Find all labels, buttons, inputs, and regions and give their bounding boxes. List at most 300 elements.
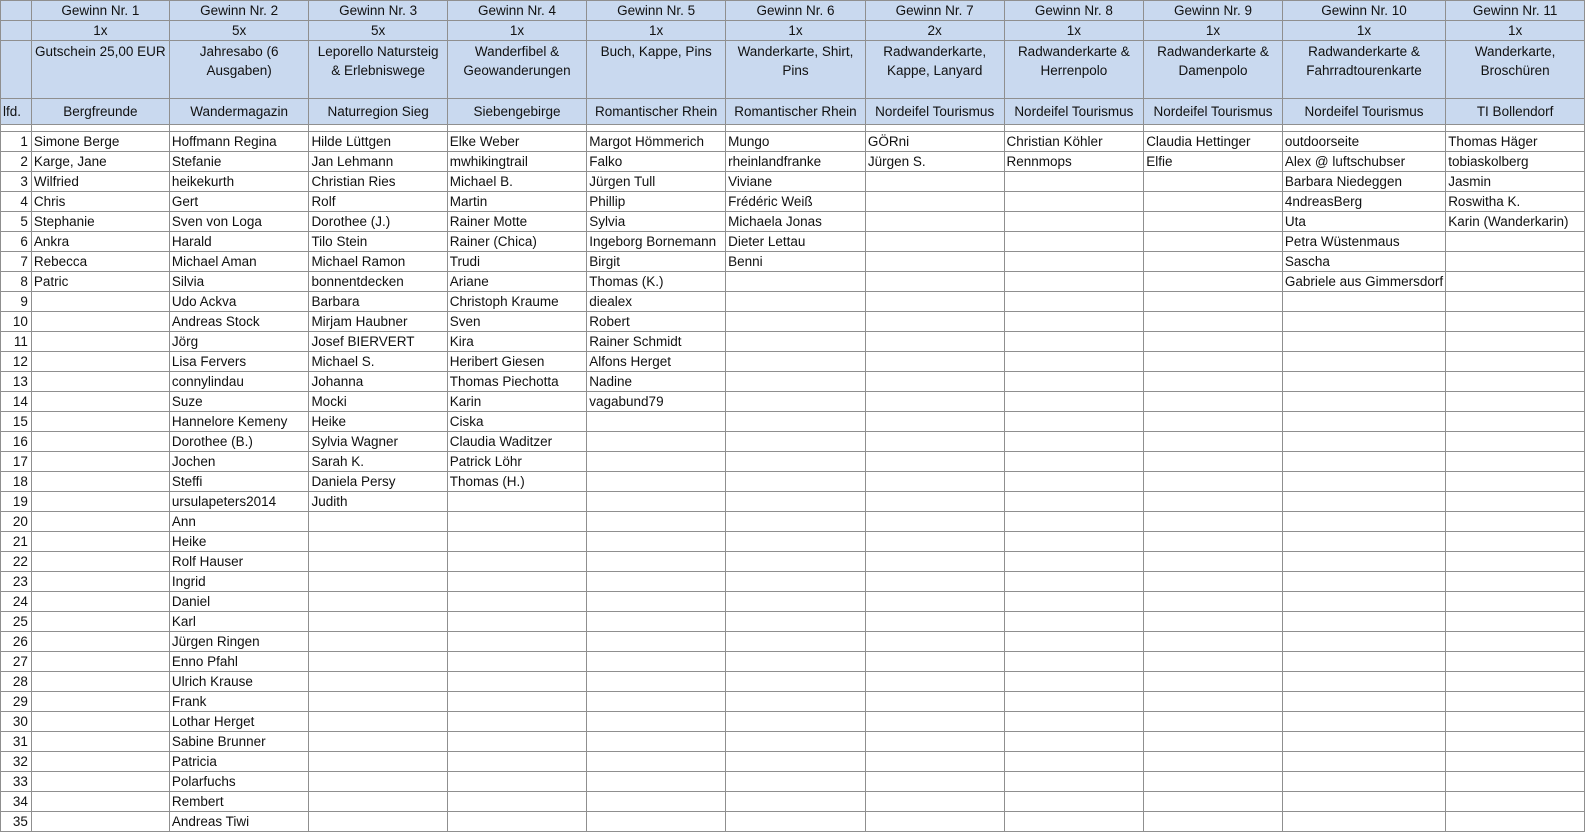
row-number-cell[interactable]: 13 [1, 372, 32, 392]
winner-name-cell[interactable]: Viviane [726, 172, 866, 192]
winner-name-cell[interactable]: Sylvia [587, 212, 726, 232]
winner-name-cell[interactable] [1144, 692, 1283, 712]
winner-name-cell[interactable] [865, 232, 1004, 252]
winner-name-cell[interactable] [1446, 592, 1585, 612]
winner-name-cell[interactable]: Heike [169, 532, 309, 552]
row-number-cell[interactable]: 4 [1, 192, 32, 212]
winner-name-cell[interactable] [447, 572, 586, 592]
winner-name-cell[interactable] [1282, 372, 1445, 392]
row-number-cell[interactable]: 12 [1, 352, 32, 372]
winner-name-cell[interactable] [587, 452, 726, 472]
winner-name-cell[interactable] [726, 492, 866, 512]
winner-name-cell[interactable]: Thomas (K.) [587, 272, 726, 292]
winner-name-cell[interactable] [1282, 312, 1445, 332]
winner-name-cell[interactable] [1004, 692, 1144, 712]
winner-name-cell[interactable] [726, 612, 866, 632]
winner-name-cell[interactable]: Thomas (H.) [447, 472, 586, 492]
winner-name-cell[interactable] [726, 532, 866, 552]
index-column-cell[interactable] [1, 1, 32, 21]
prize-description-cell[interactable]: Buch, Kappe, Pins [587, 41, 726, 99]
row-number-cell[interactable]: 8 [1, 272, 32, 292]
winner-name-cell[interactable]: Claudia Waditzer [447, 432, 586, 452]
winner-name-cell[interactable]: Simone Berge [31, 132, 169, 152]
winner-name-cell[interactable] [726, 552, 866, 572]
winner-name-cell[interactable]: Karin [447, 392, 586, 412]
winner-name-cell[interactable] [726, 512, 866, 532]
winner-name-cell[interactable] [1446, 392, 1585, 412]
winner-name-cell[interactable] [1144, 792, 1283, 812]
winner-name-cell[interactable]: Ciska [447, 412, 586, 432]
winner-name-cell[interactable]: Daniel [169, 592, 309, 612]
winner-name-cell[interactable] [1004, 512, 1144, 532]
winner-name-cell[interactable] [1004, 372, 1144, 392]
winner-name-cell[interactable] [1282, 452, 1445, 472]
winner-name-cell[interactable]: diealex [587, 292, 726, 312]
winner-name-cell[interactable] [587, 712, 726, 732]
winner-name-cell[interactable]: Thomas Piechotta [447, 372, 586, 392]
index-column-cell[interactable] [1, 21, 32, 41]
winner-name-cell[interactable]: Uta [1282, 212, 1445, 232]
prize-title-cell[interactable]: Gewinn Nr. 7 [865, 1, 1004, 21]
row-number-cell[interactable]: 9 [1, 292, 32, 312]
winner-name-cell[interactable] [31, 672, 169, 692]
winner-name-cell[interactable] [447, 592, 586, 612]
winner-name-cell[interactable] [865, 472, 1004, 492]
prize-count-cell[interactable]: 1x [447, 21, 586, 41]
winner-name-cell[interactable] [865, 612, 1004, 632]
winner-name-cell[interactable] [1004, 392, 1144, 412]
winner-name-cell[interactable] [1144, 212, 1283, 232]
winner-name-cell[interactable] [1446, 692, 1585, 712]
winner-name-cell[interactable] [726, 452, 866, 472]
winner-name-cell[interactable] [1282, 732, 1445, 752]
prize-description-cell[interactable]: Gutschein 25,00 EUR [31, 41, 169, 99]
row-number-cell[interactable]: 6 [1, 232, 32, 252]
winner-name-cell[interactable] [1004, 552, 1144, 572]
winner-name-cell[interactable]: Udo Ackva [169, 292, 309, 312]
winner-name-cell[interactable] [865, 172, 1004, 192]
winner-name-cell[interactable] [865, 332, 1004, 352]
winner-name-cell[interactable] [726, 632, 866, 652]
winner-name-cell[interactable]: Tilo Stein [309, 232, 447, 252]
winner-name-cell[interactable]: Stefanie [169, 152, 309, 172]
winner-name-cell[interactable] [1004, 412, 1144, 432]
winner-name-cell[interactable] [726, 652, 866, 672]
winner-name-cell[interactable] [726, 312, 866, 332]
winner-name-cell[interactable]: Patric [31, 272, 169, 292]
winner-name-cell[interactable]: Ingrid [169, 572, 309, 592]
winner-name-cell[interactable] [1282, 652, 1445, 672]
prize-title-cell[interactable]: Gewinn Nr. 2 [169, 1, 309, 21]
prize-title-cell[interactable]: Gewinn Nr. 8 [1004, 1, 1144, 21]
winner-name-cell[interactable]: Sabine Brunner [169, 732, 309, 752]
winner-name-cell[interactable] [865, 592, 1004, 612]
winner-name-cell[interactable] [1004, 572, 1144, 592]
winner-name-cell[interactable] [31, 772, 169, 792]
winner-name-cell[interactable]: Jan Lehmann [309, 152, 447, 172]
winner-name-cell[interactable] [865, 652, 1004, 672]
winner-name-cell[interactable] [726, 572, 866, 592]
winner-name-cell[interactable] [31, 352, 169, 372]
row-number-cell[interactable]: 25 [1, 612, 32, 632]
winner-name-cell[interactable] [1144, 572, 1283, 592]
winner-name-cell[interactable]: Chris [31, 192, 169, 212]
winner-name-cell[interactable] [865, 632, 1004, 652]
winner-name-cell[interactable] [726, 332, 866, 352]
winner-name-cell[interactable] [865, 672, 1004, 692]
winner-name-cell[interactable] [309, 812, 447, 832]
winner-name-cell[interactable] [447, 552, 586, 572]
winner-name-cell[interactable] [31, 372, 169, 392]
winner-name-cell[interactable]: Phillip [587, 192, 726, 212]
winner-name-cell[interactable] [31, 692, 169, 712]
winner-name-cell[interactable] [1282, 332, 1445, 352]
winner-name-cell[interactable] [1446, 452, 1585, 472]
prize-description-cell[interactable]: Wanderkarte, Broschüren [1446, 41, 1585, 99]
winner-name-cell[interactable] [726, 432, 866, 452]
winner-name-cell[interactable] [31, 452, 169, 472]
row-number-cell[interactable]: 14 [1, 392, 32, 412]
prize-description-cell[interactable]: Jahresabo (6 Ausgaben) [169, 41, 309, 99]
winner-name-cell[interactable] [1144, 652, 1283, 672]
prize-count-cell[interactable]: 1x [726, 21, 866, 41]
prize-count-cell[interactable]: 5x [169, 21, 309, 41]
winner-name-cell[interactable]: Rainer Schmidt [587, 332, 726, 352]
winner-name-cell[interactable] [1282, 412, 1445, 432]
winner-name-cell[interactable]: Mirjam Haubner [309, 312, 447, 332]
winner-name-cell[interactable]: Jürgen Tull [587, 172, 726, 192]
winner-name-cell[interactable]: Jürgen Ringen [169, 632, 309, 652]
winner-name-cell[interactable] [1144, 332, 1283, 352]
winner-name-cell[interactable] [865, 712, 1004, 732]
prize-title-cell[interactable]: Gewinn Nr. 6 [726, 1, 866, 21]
winner-name-cell[interactable]: Falko [587, 152, 726, 172]
prize-description-cell[interactable]: Radwanderkarte & Fahrradtourenkarte [1282, 41, 1445, 99]
prize-title-cell[interactable]: Gewinn Nr. 4 [447, 1, 586, 21]
winner-name-cell[interactable] [447, 632, 586, 652]
winner-name-cell[interactable]: Mungo [726, 132, 866, 152]
winner-name-cell[interactable] [447, 492, 586, 512]
row-number-cell[interactable]: 31 [1, 732, 32, 752]
prize-sponsor-cell[interactable]: Nordeifel Tourismus [1004, 99, 1144, 125]
winner-name-cell[interactable] [1004, 712, 1144, 732]
winner-name-cell[interactable] [31, 552, 169, 572]
winner-name-cell[interactable] [726, 772, 866, 792]
winner-name-cell[interactable] [309, 672, 447, 692]
winner-name-cell[interactable] [309, 552, 447, 572]
winner-name-cell[interactable] [1282, 572, 1445, 592]
winner-name-cell[interactable] [31, 512, 169, 532]
winner-name-cell[interactable] [1282, 392, 1445, 412]
winner-name-cell[interactable]: Sven [447, 312, 586, 332]
winner-name-cell[interactable] [1004, 172, 1144, 192]
winner-name-cell[interactable] [309, 592, 447, 612]
winner-name-cell[interactable] [309, 692, 447, 712]
winner-name-cell[interactable] [447, 752, 586, 772]
prize-count-cell[interactable]: 1x [1282, 21, 1445, 41]
winner-name-cell[interactable] [31, 732, 169, 752]
winner-name-cell[interactable] [1446, 252, 1585, 272]
winner-name-cell[interactable] [31, 412, 169, 432]
winner-name-cell[interactable] [1144, 512, 1283, 532]
winner-name-cell[interactable] [1144, 752, 1283, 772]
row-number-cell[interactable]: 21 [1, 532, 32, 552]
winner-name-cell[interactable] [865, 252, 1004, 272]
winner-name-cell[interactable]: Hannelore Kemeny [169, 412, 309, 432]
row-number-cell[interactable]: 2 [1, 152, 32, 172]
winner-name-cell[interactable] [1282, 352, 1445, 372]
winner-name-cell[interactable] [865, 812, 1004, 832]
winner-name-cell[interactable] [1446, 372, 1585, 392]
winner-name-cell[interactable] [1282, 552, 1445, 572]
winner-name-cell[interactable]: vagabund79 [587, 392, 726, 412]
winner-name-cell[interactable] [1004, 492, 1144, 512]
winner-name-cell[interactable] [1144, 612, 1283, 632]
winner-name-cell[interactable]: Patricia [169, 752, 309, 772]
winner-name-cell[interactable]: Roswitha K. [1446, 192, 1585, 212]
winner-name-cell[interactable] [1282, 512, 1445, 532]
winner-name-cell[interactable] [587, 732, 726, 752]
winner-name-cell[interactable] [309, 612, 447, 632]
prize-description-cell[interactable]: Wanderkarte, Shirt, Pins [726, 41, 866, 99]
winner-name-cell[interactable] [1446, 792, 1585, 812]
winner-name-cell[interactable]: heikekurth [169, 172, 309, 192]
winner-name-cell[interactable] [1004, 792, 1144, 812]
winner-name-cell[interactable]: Michaela Jonas [726, 212, 866, 232]
winner-name-cell[interactable]: Kira [447, 332, 586, 352]
winner-name-cell[interactable] [31, 532, 169, 552]
winner-name-cell[interactable]: Josef BIERVERT [309, 332, 447, 352]
winner-name-cell[interactable] [1282, 592, 1445, 612]
winner-name-cell[interactable]: Dorothee (B.) [169, 432, 309, 452]
row-number-cell[interactable]: 18 [1, 472, 32, 492]
winner-name-cell[interactable] [865, 352, 1004, 372]
winner-name-cell[interactable]: Patrick Löhr [447, 452, 586, 472]
prize-sponsor-cell[interactable]: Romantischer Rhein [726, 99, 866, 125]
winner-name-cell[interactable] [1446, 512, 1585, 532]
winner-name-cell[interactable]: rheinlandfranke [726, 152, 866, 172]
winner-name-cell[interactable] [309, 572, 447, 592]
winner-name-cell[interactable] [1282, 812, 1445, 832]
winner-name-cell[interactable]: Dieter Lettau [726, 232, 866, 252]
winner-name-cell[interactable] [31, 712, 169, 732]
winner-name-cell[interactable] [587, 812, 726, 832]
prize-sponsor-cell[interactable]: Nordeifel Tourismus [865, 99, 1004, 125]
winner-name-cell[interactable]: Andreas Stock [169, 312, 309, 332]
winner-name-cell[interactable]: Barbara [309, 292, 447, 312]
winner-name-cell[interactable] [1144, 672, 1283, 692]
winner-name-cell[interactable] [1446, 352, 1585, 372]
row-number-cell[interactable]: 20 [1, 512, 32, 532]
winner-name-cell[interactable]: Barbara Niedeggen [1282, 172, 1445, 192]
winner-name-cell[interactable]: Enno Pfahl [169, 652, 309, 672]
winner-name-cell[interactable] [1144, 272, 1283, 292]
winner-name-cell[interactable] [1004, 752, 1144, 772]
winner-name-cell[interactable] [31, 572, 169, 592]
winner-name-cell[interactable] [1004, 292, 1144, 312]
winner-name-cell[interactable]: Gert [169, 192, 309, 212]
winner-name-cell[interactable]: bonnentdecken [309, 272, 447, 292]
row-number-cell[interactable]: 10 [1, 312, 32, 332]
winner-name-cell[interactable]: Dorothee (J.) [309, 212, 447, 232]
winner-name-cell[interactable] [1446, 332, 1585, 352]
winner-name-cell[interactable] [1144, 632, 1283, 652]
winner-name-cell[interactable]: Rolf [309, 192, 447, 212]
winner-name-cell[interactable] [1282, 532, 1445, 552]
winner-name-cell[interactable] [31, 492, 169, 512]
winner-name-cell[interactable] [447, 812, 586, 832]
winner-name-cell[interactable] [1004, 232, 1144, 252]
winner-name-cell[interactable] [1446, 732, 1585, 752]
winner-name-cell[interactable]: Ankra [31, 232, 169, 252]
winner-name-cell[interactable] [31, 612, 169, 632]
winner-name-cell[interactable] [865, 772, 1004, 792]
winner-name-cell[interactable] [1282, 792, 1445, 812]
winner-name-cell[interactable] [726, 372, 866, 392]
prize-title-cell[interactable]: Gewinn Nr. 3 [309, 1, 447, 21]
winner-name-cell[interactable] [726, 732, 866, 752]
winner-name-cell[interactable] [1446, 292, 1585, 312]
winner-name-cell[interactable]: Karl [169, 612, 309, 632]
winner-name-cell[interactable] [726, 592, 866, 612]
winner-name-cell[interactable] [31, 332, 169, 352]
winner-name-cell[interactable]: Christoph Kraume [447, 292, 586, 312]
winner-name-cell[interactable]: Margot Hömmerich [587, 132, 726, 152]
winner-name-cell[interactable]: Lisa Fervers [169, 352, 309, 372]
winner-name-cell[interactable] [587, 792, 726, 812]
winner-name-cell[interactable] [1004, 332, 1144, 352]
row-number-cell[interactable]: 30 [1, 712, 32, 732]
row-number-cell[interactable]: 33 [1, 772, 32, 792]
winner-name-cell[interactable] [865, 212, 1004, 232]
winner-name-cell[interactable] [1446, 232, 1585, 252]
winner-name-cell[interactable] [865, 512, 1004, 532]
winner-name-cell[interactable]: Jasmin [1446, 172, 1585, 192]
winner-name-cell[interactable] [31, 592, 169, 612]
winner-name-cell[interactable] [1282, 432, 1445, 452]
winner-name-cell[interactable]: Daniela Persy [309, 472, 447, 492]
row-number-cell[interactable]: 7 [1, 252, 32, 272]
prize-sponsor-cell[interactable]: Siebengebirge [447, 99, 586, 125]
prize-count-cell[interactable]: 1x [1144, 21, 1283, 41]
winner-name-cell[interactable]: ursulapeters2014 [169, 492, 309, 512]
winner-name-cell[interactable] [447, 792, 586, 812]
winner-name-cell[interactable]: Polarfuchs [169, 772, 309, 792]
winner-name-cell[interactable] [865, 432, 1004, 452]
winner-name-cell[interactable] [1446, 432, 1585, 452]
winner-name-cell[interactable] [309, 652, 447, 672]
winner-name-cell[interactable] [587, 552, 726, 572]
winner-name-cell[interactable]: Gabriele aus Gimmersdorf [1282, 272, 1445, 292]
prize-sponsor-cell[interactable]: Nordeifel Tourismus [1144, 99, 1283, 125]
winner-name-cell[interactable]: Rolf Hauser [169, 552, 309, 572]
row-number-cell[interactable]: 22 [1, 552, 32, 572]
winner-name-cell[interactable] [1004, 592, 1144, 612]
winner-name-cell[interactable] [1446, 272, 1585, 292]
winner-name-cell[interactable]: Claudia Hettinger [1144, 132, 1283, 152]
winner-name-cell[interactable] [447, 772, 586, 792]
winner-name-cell[interactable]: Steffi [169, 472, 309, 492]
winner-name-cell[interactable]: Sylvia Wagner [309, 432, 447, 452]
winner-name-cell[interactable]: Petra Wüstenmaus [1282, 232, 1445, 252]
winner-name-cell[interactable] [726, 712, 866, 732]
row-number-cell[interactable]: 11 [1, 332, 32, 352]
winner-name-cell[interactable] [1282, 712, 1445, 732]
winner-name-cell[interactable]: Silvia [169, 272, 309, 292]
winner-name-cell[interactable] [1004, 632, 1144, 652]
winner-name-cell[interactable] [587, 632, 726, 652]
winner-name-cell[interactable]: Birgit [587, 252, 726, 272]
winner-name-cell[interactable] [726, 672, 866, 692]
winner-name-cell[interactable] [1004, 472, 1144, 492]
winner-name-cell[interactable] [587, 472, 726, 492]
winner-name-cell[interactable] [1446, 532, 1585, 552]
prize-count-cell[interactable]: 2x [865, 21, 1004, 41]
winner-name-cell[interactable] [1446, 612, 1585, 632]
winner-name-cell[interactable]: Rennmops [1004, 152, 1144, 172]
winner-name-cell[interactable] [1144, 312, 1283, 332]
winner-name-cell[interactable] [1144, 392, 1283, 412]
winner-name-cell[interactable] [1004, 252, 1144, 272]
winner-name-cell[interactable] [1004, 732, 1144, 752]
winner-name-cell[interactable]: Stephanie [31, 212, 169, 232]
winner-name-cell[interactable] [1446, 472, 1585, 492]
winner-name-cell[interactable]: Heike [309, 412, 447, 432]
winner-name-cell[interactable]: Rainer (Chica) [447, 232, 586, 252]
winner-name-cell[interactable] [1144, 712, 1283, 732]
winner-name-cell[interactable] [309, 632, 447, 652]
winner-name-cell[interactable] [1004, 772, 1144, 792]
winner-name-cell[interactable] [1144, 552, 1283, 572]
row-number-cell[interactable]: 16 [1, 432, 32, 452]
winner-name-cell[interactable] [1446, 412, 1585, 432]
winner-name-cell[interactable] [1004, 652, 1144, 672]
winner-name-cell[interactable] [1282, 492, 1445, 512]
winner-name-cell[interactable] [587, 572, 726, 592]
winner-name-cell[interactable] [587, 532, 726, 552]
winner-name-cell[interactable]: Hilde Lüttgen [309, 132, 447, 152]
winner-name-cell[interactable]: Thomas Häger [1446, 132, 1585, 152]
prize-sponsor-cell[interactable]: Naturregion Sieg [309, 99, 447, 125]
winner-name-cell[interactable]: Jörg [169, 332, 309, 352]
winner-name-cell[interactable]: Frédéric Weiß [726, 192, 866, 212]
winner-name-cell[interactable] [726, 392, 866, 412]
winner-name-cell[interactable] [1282, 472, 1445, 492]
winner-name-cell[interactable]: Christian Köhler [1004, 132, 1144, 152]
winner-name-cell[interactable]: Alex @ luftschubser [1282, 152, 1445, 172]
winner-name-cell[interactable]: Sarah K. [309, 452, 447, 472]
winner-name-cell[interactable] [1004, 452, 1144, 472]
winner-name-cell[interactable] [1282, 752, 1445, 772]
winner-name-cell[interactable]: Andreas Tiwi [169, 812, 309, 832]
winner-name-cell[interactable]: connylindau [169, 372, 309, 392]
winner-name-cell[interactable]: Robert [587, 312, 726, 332]
winner-name-cell[interactable] [865, 732, 1004, 752]
winner-name-cell[interactable] [1144, 412, 1283, 432]
winner-name-cell[interactable] [31, 752, 169, 772]
winner-name-cell[interactable] [309, 752, 447, 772]
winner-name-cell[interactable] [447, 672, 586, 692]
winner-name-cell[interactable] [1004, 812, 1144, 832]
winner-name-cell[interactable] [1446, 652, 1585, 672]
row-number-cell[interactable]: 15 [1, 412, 32, 432]
winner-name-cell[interactable] [309, 792, 447, 812]
row-number-cell[interactable]: 29 [1, 692, 32, 712]
row-number-cell[interactable]: 5 [1, 212, 32, 232]
winner-name-cell[interactable] [1446, 492, 1585, 512]
winner-name-cell[interactable] [1446, 312, 1585, 332]
winner-name-cell[interactable]: Rebecca [31, 252, 169, 272]
